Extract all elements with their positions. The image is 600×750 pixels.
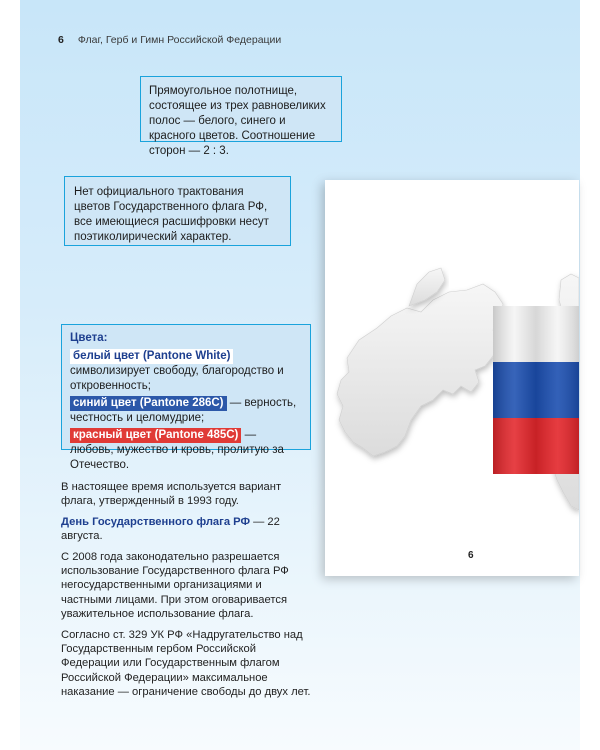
- color-blue-text: — верность, честность и целомудрие;: [70, 397, 297, 424]
- flag-card: [325, 180, 579, 576]
- color-red-entry: [70, 428, 302, 473]
- eurasia-map-flag-illustration: [325, 180, 579, 576]
- body-paragraph-1: В настоящее время используется вариант флага, утвержденный в 1993 году.: [61, 481, 282, 508]
- flag-day-label: День Государственного флага РФ: [61, 515, 251, 528]
- color-interpretation-text: Нет официального трактования цветов Государственного флага РФ, все имеющиеся расшифровки несут поэтиколирический характер.: [74, 186, 269, 243]
- colors-box: [61, 324, 311, 471]
- russian-flag-fold-shading: [493, 306, 579, 474]
- flag-day-text: — 22 августа.: [61, 515, 280, 543]
- color-white-text: символизирует свободу, благородство и откровенность;: [70, 365, 284, 392]
- flag-description-box: [140, 76, 342, 157]
- color-white-label: белый цвет (Pantone White): [70, 349, 233, 364]
- flag-description-text: Прямоугольное полотнище, состоящее из трех равновеликих полос — белого, синего и красного цветов. Соотношение сторон — 2 : 3.: [149, 85, 326, 157]
- color-red-label: красный цвет (Pantone 485C): [70, 428, 241, 443]
- eurasia-map-shape: [337, 284, 503, 456]
- colors-title: Цвета:: [70, 332, 108, 344]
- body-paragraph-flag-day: [61, 515, 313, 544]
- page-header: [58, 34, 281, 46]
- flag-card-page-number: 6: [468, 550, 474, 561]
- color-blue-entry: [70, 396, 302, 426]
- color-red-text: — любовь, мужество и кровь, пролитую за Отечество.: [70, 429, 284, 471]
- color-white-entry: [70, 349, 302, 394]
- body-text: [61, 480, 313, 706]
- body-paragraph-3: С 2008 года законодательно разрешается использование Государственного флага РФ негосударственными организациями и частными лицами. При этом оговаривается уважительное использование флага.: [61, 550, 289, 621]
- header-page-number: 6: [58, 34, 64, 46]
- color-blue-label: синий цвет (Pantone 286C): [70, 396, 227, 411]
- header-title: Флаг, Герб и Гимн Российской Федерации: [77, 34, 282, 46]
- color-interpretation-box: [64, 176, 291, 246]
- body-paragraph-4: Согласно ст. 329 УК РФ «Надругательство над Государственным гербом Российской Федерации или Государственным флагом Российской Федерации» максимальное наказание — ограничение свободы до двух лет.: [61, 628, 311, 699]
